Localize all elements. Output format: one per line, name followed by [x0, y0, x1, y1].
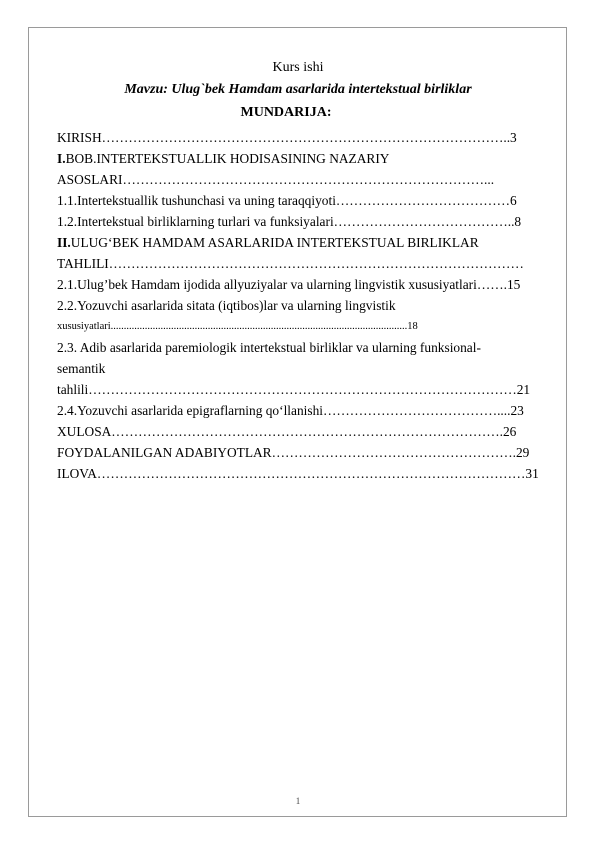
toc-entry-kirish: KIRISH………………………………………………………………………………..3: [57, 130, 517, 145]
toc-entry-xulosa: XULOSA…………………………………………………………………………….26: [57, 424, 517, 439]
document-topic: Mavzu: Ulug`bek Hamdam asarlarida intertekstual birliklar: [124, 82, 472, 97]
toc-entry-2-2-cont: xususiyatlari.................................................................................................................18: [57, 321, 418, 332]
toc-entry-2-3-cont: semantik: [57, 361, 106, 376]
toc-entry-chapter-1-cont: ASOSLARI………………………………………………………………………...: [57, 172, 495, 187]
toc-entry-1-1: 1.1.Intertekstuallik tushunchasi va uning taraqqiyoti…………………………………6: [57, 193, 517, 208]
toc-entry-ilova: ILOVA……………………………………………………………………………………31: [57, 466, 539, 481]
contents-title: MUNDARIJA:: [240, 105, 332, 120]
chapter-number: II.: [57, 235, 71, 250]
toc-entry-1-2: 1.2.Intertekstual birliklarning turlari va funksiyalari…………………………………..8: [57, 214, 522, 229]
toc-entry-2-3-end: tahlili……………………………………………………………………………………21: [57, 382, 531, 397]
toc-entry-2-1: 2.1.Ulug’bek Hamdam ijodida allyuziyalar va ularning lingvistik xususiyatlari…….15: [57, 277, 521, 292]
toc-entry-2-4: 2.4.Yozuvchi asarlarida epigraflarning qo‘llanishi…………………………………....23: [57, 403, 524, 418]
page-number: 1: [295, 796, 301, 806]
document-kind: Kurs ishi: [272, 60, 324, 75]
chapter-number: I.: [57, 151, 66, 166]
toc-entry-chapter-2: II.ULUG‘BEK HAMDAM ASARLARIDA INTERTEKSTUAL BIRLIKLAR: [57, 235, 479, 250]
toc-entry-2-3: 2.3. Adib asarlarida paremiologik intertekstual birliklar va ularning funksional-: [57, 340, 481, 355]
toc-entry-adabiyotlar: FOYDALANILGAN ADABIYOTLAR……………………………………………….29: [57, 445, 530, 460]
toc-entry-2-2: 2.2.Yozuvchi asarlarida sitata (iqtibos)lar va ularning lingvistik: [57, 298, 396, 313]
toc-entry-chapter-1: I.BOB.INTERTEKSTUALLIK HODISASINING NAZARIY: [57, 151, 390, 166]
table-of-contents: [57, 127, 551, 484]
toc-entry-chapter-2-cont: TAHLILI…………………………………………………………………………………: [57, 256, 524, 271]
